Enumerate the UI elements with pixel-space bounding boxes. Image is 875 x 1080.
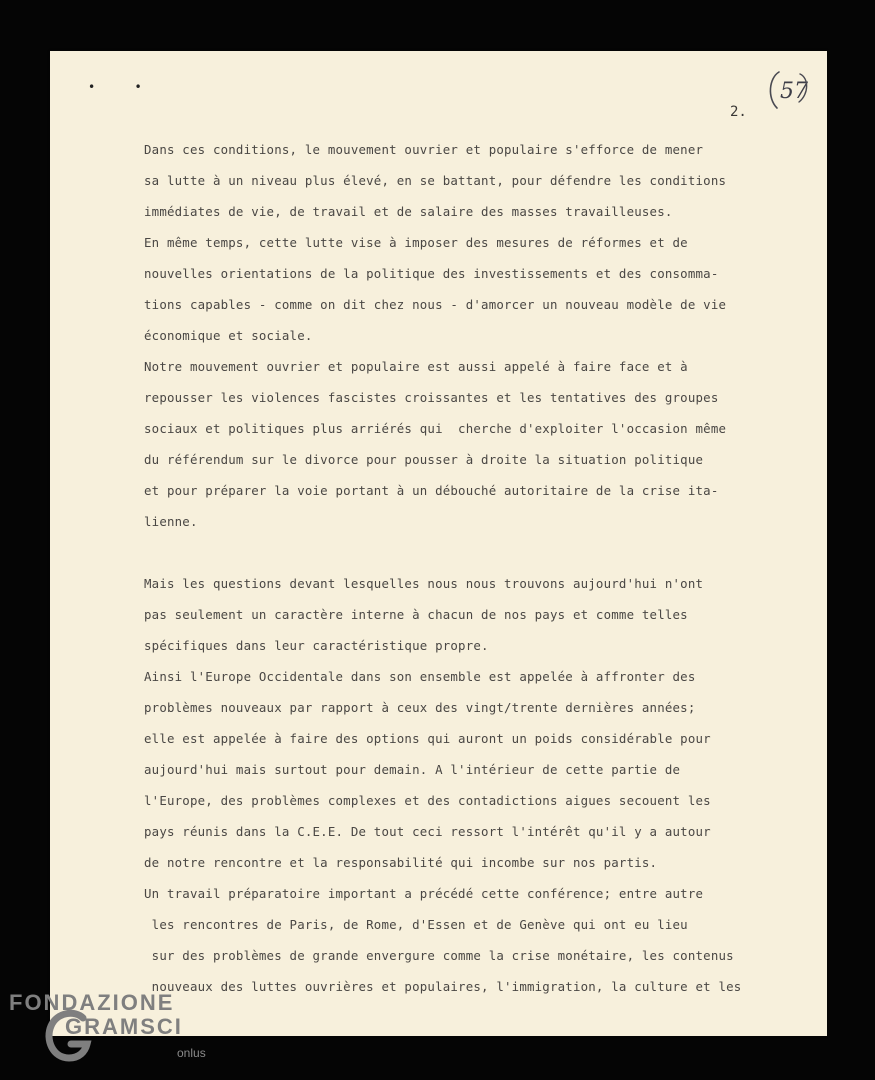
text-line: En même temps, cette lutte vise à imposer des mesures de réformes et de [144, 235, 688, 250]
text-line: sa lutte à un niveau plus élevé, en se battant, pour défendre les conditions [144, 173, 727, 188]
text-line: et pour préparer la voie portant à un débouché autoritaire de la crise ita- [144, 483, 719, 498]
typewritten-body [144, 134, 784, 1002]
text-line: du référendum sur le divorce pour pousser à droite la situation politique [144, 452, 704, 467]
text-line: Ainsi l'Europe Occidentale dans son ensemble est appelée à affronter des [144, 669, 696, 684]
text-line: problèmes nouveaux par rapport à ceux des vingt/trente dernières années; [144, 700, 696, 715]
text-line: Notre mouvement ouvrier et populaire est aussi appelé à faire face et à [144, 359, 688, 374]
text-line: nouveaux des luttes ouvrières et populaires, l'immigration, la culture et les [144, 979, 742, 994]
text-line: immédiates de vie, de travail et de salaire des masses travailleuses. [144, 204, 673, 219]
text-line: de notre rencontre et la responsabilité qui incombe sur nos partis. [144, 855, 658, 870]
text-line: Dans ces conditions, le mouvement ouvrier et populaire s'efforce de mener [144, 142, 704, 157]
text-line: lienne. [144, 514, 198, 529]
handwritten-folio-number [765, 68, 811, 112]
fondazione-gramsci-watermark [5, 984, 235, 1080]
text-line: Mais les questions devant lesquelles nous nous trouvons aujourd'hui n'ont [144, 576, 704, 591]
corner-mark: • [88, 80, 96, 94]
text-line: sociaux et politiques plus arriérés qui cherche d'exploiter l'occasion même [144, 421, 727, 436]
text-line: pays réunis dans la C.E.E. De tout ceci ressort l'intérêt qu'il y a autour [144, 824, 711, 839]
corner-marks [88, 80, 174, 94]
text-line: l'Europe, des problèmes complexes et des contadictions aigues secouent les [144, 793, 711, 808]
watermark-line1: FONDAZIONE [9, 990, 175, 1015]
watermark-suffix: onlus [177, 1046, 206, 1060]
corner-mark: • [134, 80, 142, 94]
text-line: sur des problèmes de grande envergure comme la crise monétaire, les contenus [144, 948, 734, 963]
text-line: économique et sociale. [144, 328, 313, 343]
text-line: repousser les violences fascistes croissantes et les tentatives des groupes [144, 390, 719, 405]
text-line: elle est appelée à faire des options qui auront un poids considérable pour [144, 731, 711, 746]
text-line: spécifiques dans leur caractéristique propre. [144, 638, 489, 653]
text-line: Un travail préparatoire important a précédé cette conférence; entre autre [144, 886, 704, 901]
text-line: aujourd'hui mais surtout pour demain. A l'intérieur de cette partie de [144, 762, 681, 777]
watermark-line2: GRAMSCI [65, 1014, 183, 1039]
text-line [144, 537, 784, 568]
text-line: les rencontres de Paris, de Rome, d'Essen et de Genève qui ont eu lieu [144, 917, 688, 932]
text-line: nouvelles orientations de la politique des investissements et des consomma- [144, 266, 719, 281]
page-number: 2. [730, 104, 747, 120]
text-line: tions capables - comme on dit chez nous - d'amorcer un nouveau modèle de vie [144, 297, 727, 312]
folio-text: 57 [780, 79, 808, 104]
text-line: pas seulement un caractère interne à chacun de nos pays et comme telles [144, 607, 688, 622]
